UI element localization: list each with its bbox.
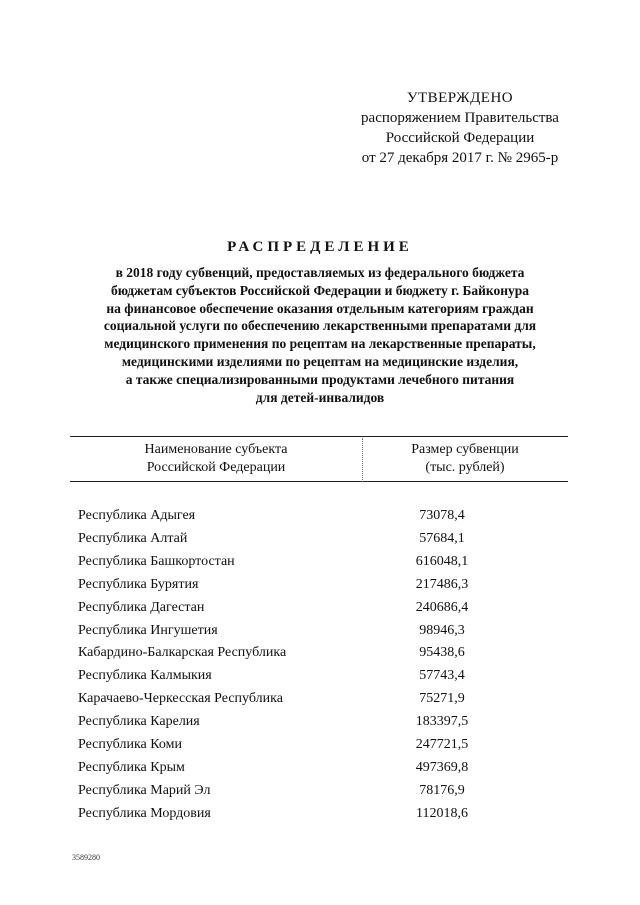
subsidy-amount: 78176,9 bbox=[419, 782, 465, 798]
subsidy-amount: 497369,8 bbox=[415, 759, 469, 775]
region-name: Республика Ингушетия bbox=[78, 622, 218, 638]
table-header bbox=[70, 437, 568, 477]
table-row bbox=[70, 711, 568, 734]
subsidy-amount: 57684,1 bbox=[419, 530, 465, 546]
table-row bbox=[70, 597, 568, 620]
subsidy-amount: 112018,6 bbox=[416, 805, 468, 821]
region-name: Республика Мордовия bbox=[78, 805, 211, 821]
table-row bbox=[70, 734, 568, 757]
table-row bbox=[70, 688, 568, 711]
region-name: Кабардино-Балкарская Республика bbox=[78, 645, 287, 661]
table-row bbox=[70, 642, 568, 665]
header-name-line-1: Наименование субъекта bbox=[144, 442, 288, 457]
table-row bbox=[70, 780, 568, 803]
subsidy-amount: 616048,1 bbox=[415, 553, 469, 569]
region-name: Республика Алтай bbox=[78, 530, 188, 546]
table-row bbox=[70, 620, 568, 643]
subsidy-amount: 75271,9 bbox=[419, 691, 465, 707]
subsidy-amount: 247721,5 bbox=[415, 737, 469, 753]
subsidy-amount: 98946,3 bbox=[419, 622, 465, 638]
table-row bbox=[70, 665, 568, 688]
header-amount-line-2: (тыс. рублей) bbox=[425, 460, 505, 475]
document-subtitle bbox=[60, 264, 580, 406]
subtitle-line: бюджетам субъектов Российской Федерации и бюджету г. Байконура bbox=[110, 282, 530, 298]
subsidy-amount: 217486,3 bbox=[415, 576, 469, 592]
subsidy-amount: 95438,6 bbox=[419, 645, 465, 661]
table-row bbox=[70, 757, 568, 780]
region-name: Республика Адыгея bbox=[78, 508, 196, 523]
subtitle-line: для детей-инвалидов bbox=[255, 389, 385, 405]
table-row bbox=[70, 528, 568, 551]
region-name: Республика Карелия bbox=[78, 714, 200, 730]
table-row bbox=[70, 803, 568, 826]
document-number: 3589280 bbox=[72, 853, 100, 862]
table-row bbox=[70, 574, 568, 597]
table-body bbox=[70, 505, 568, 826]
region-name: Республика Коми bbox=[78, 737, 182, 753]
table-header-rule bbox=[70, 481, 568, 483]
region-name: Карачаево-Черкесская Республика bbox=[78, 691, 283, 707]
header-name-line-2: Российской Федерации bbox=[146, 460, 286, 475]
subsidy-amount: 57743,4 bbox=[419, 668, 465, 684]
approval-line-1: распоряжением Правительства bbox=[361, 110, 559, 126]
subtitle-line: а также специализированными продуктами лечебного питания bbox=[125, 371, 515, 387]
table-row bbox=[70, 551, 568, 574]
subtitle-line: социальной услуги по обеспечению лекарственными препаратами для bbox=[103, 318, 537, 334]
header-amount-column bbox=[362, 441, 568, 477]
header-name-column bbox=[70, 441, 362, 477]
region-name: Республика Марий Эл bbox=[78, 782, 211, 798]
document-title: РАСПРЕДЕЛЕНИЕ bbox=[227, 239, 413, 255]
approval-block bbox=[330, 88, 590, 168]
region-name: Республика Башкортостан bbox=[78, 553, 235, 569]
region-name: Республика Бурятия bbox=[78, 576, 199, 592]
subtitle-line: медицинскими изделиями по рецептам на медицинские изделия, bbox=[121, 353, 519, 369]
header-column-divider bbox=[362, 438, 363, 482]
subsidy-amount: 240686,4 bbox=[415, 599, 469, 615]
subtitle-line: в 2018 году субвенций, предоставляемых из федерального бюджета bbox=[115, 265, 525, 280]
table-row bbox=[70, 505, 568, 528]
region-name: Республика Калмыкия bbox=[78, 668, 212, 684]
approval-line-2: Российской Федерации bbox=[385, 130, 535, 146]
region-name: Республика Дагестан bbox=[78, 599, 205, 615]
approved-label: УТВЕРЖДЕНО bbox=[406, 90, 514, 106]
subtitle-line: на финансовое обеспечение оказания отдельным категориям граждан bbox=[106, 300, 534, 316]
approval-line-3: от 27 декабря 2017 г. № 2965-р bbox=[361, 150, 559, 166]
subsidy-amount: 73078,4 bbox=[419, 508, 465, 523]
subtitle-line: медицинского применения по рецептам на лекарственные препараты, bbox=[104, 336, 536, 352]
subsidy-table bbox=[70, 436, 568, 826]
document-heading bbox=[60, 238, 580, 406]
subsidy-amount: 183397,5 bbox=[415, 714, 469, 730]
region-name: Республика Крым bbox=[78, 759, 185, 775]
header-amount-line-1: Размер субвенции bbox=[411, 442, 519, 457]
